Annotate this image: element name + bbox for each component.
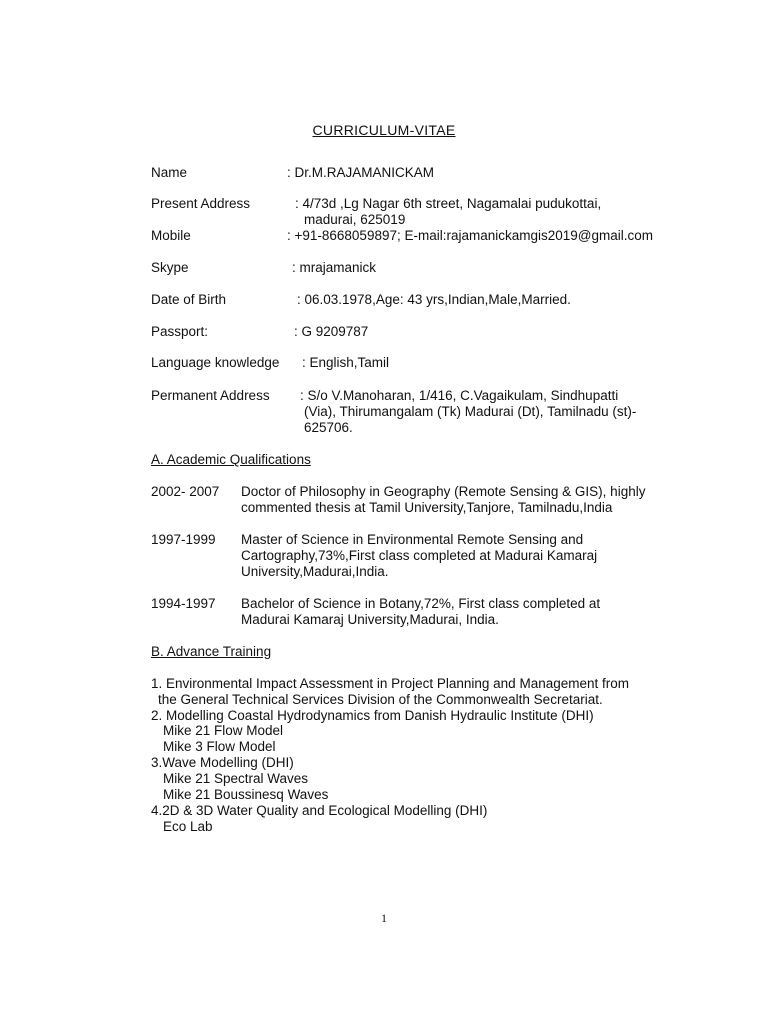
language-value: : English,Tamil	[302, 355, 390, 370]
training-heading: B. Advance Training	[151, 644, 272, 659]
training-subitem: Mike 3 Flow Model	[163, 739, 276, 754]
training-line: 1. Environmental Impact Assessment in Project Planning and Management from	[151, 676, 629, 691]
skype-label: Skype	[151, 260, 189, 275]
passport-value: : G 9209787	[294, 324, 369, 339]
qualification-line: Master of Science in Environmental Remote Sensing and	[241, 532, 584, 547]
qualification-line: University,Madurai,India.	[241, 564, 389, 579]
permanent-address-label: Permanent Address	[151, 388, 270, 403]
present-address-line-1: : 4/73d ,Lg Nagar 6th street, Nagamalai pudukottai,	[295, 196, 602, 211]
training-line: 3.Wave Modelling (DHI)	[151, 755, 294, 770]
permanent-address-line-1: : S/o V.Manoharan, 1/416, C.Vagaikulam, Sindhupatti	[300, 388, 619, 403]
passport-label: Passport:	[151, 324, 209, 339]
present-address-label: Present Address	[151, 196, 251, 211]
dob-label: Date of Birth	[151, 292, 227, 307]
mobile-email-value: : +91-8668059897; E-mail:rajamanickamgis2019@gmail.com	[287, 228, 654, 243]
mobile-label: Mobile	[151, 228, 191, 243]
permanent-address-line-3: 625706.	[304, 420, 353, 435]
training-line: 2. Modelling Coastal Hydrodynamics from Danish Hydraulic Institute (DHI)	[151, 708, 594, 723]
name-value: : Dr.M.RAJAMANICKAM	[287, 165, 435, 180]
training-line: 4.2D & 3D Water Quality and Ecological Modelling (DHI)	[151, 803, 488, 818]
training-line: the General Technical Services Division of the Commonwealth Secretariat.	[158, 692, 603, 707]
qualification-years: 2002- 2007	[151, 484, 220, 499]
document-title: CURRICULUM-VITAE	[312, 122, 456, 138]
page-number: 1	[381, 911, 387, 925]
language-label: Language knowledge	[151, 355, 280, 370]
qualification-years: 1997-1999	[151, 532, 216, 547]
academic-heading: A. Academic Qualifications	[151, 452, 311, 467]
qualification-line: Doctor of Philosophy in Geography (Remote Sensing & GIS), highly	[241, 484, 646, 499]
present-address-line-2: madurai, 625019	[304, 212, 406, 227]
qualification-line: commented thesis at Tamil University,Tanjore, Tamilnadu,India	[241, 500, 613, 515]
permanent-address-line-2: (Via), Thirumangalam (Tk) Madurai (Dt), Tamilnadu (st)-	[304, 404, 637, 419]
qualification-line: Cartography,73%,First class completed at Madurai Kamaraj	[241, 548, 598, 563]
skype-value: : mrajamanick	[292, 260, 377, 275]
qualification-line: Madurai Kamaraj University,Madurai, India.	[241, 612, 499, 627]
dob-value: : 06.03.1978,Age: 43 yrs,Indian,Male,Married.	[297, 292, 571, 307]
qualification-line: Bachelor of Science in Botany,72%, First class completed at	[241, 596, 601, 611]
name-label: Name	[151, 165, 188, 180]
training-subitem: Mike 21 Spectral Waves	[163, 771, 309, 786]
training-subitem: Mike 21 Flow Model	[163, 723, 284, 738]
qualification-years: 1994-1997	[151, 596, 216, 611]
training-subitem: Mike 21 Boussinesq Waves	[163, 787, 329, 802]
training-subitem: Eco Lab	[163, 819, 213, 834]
